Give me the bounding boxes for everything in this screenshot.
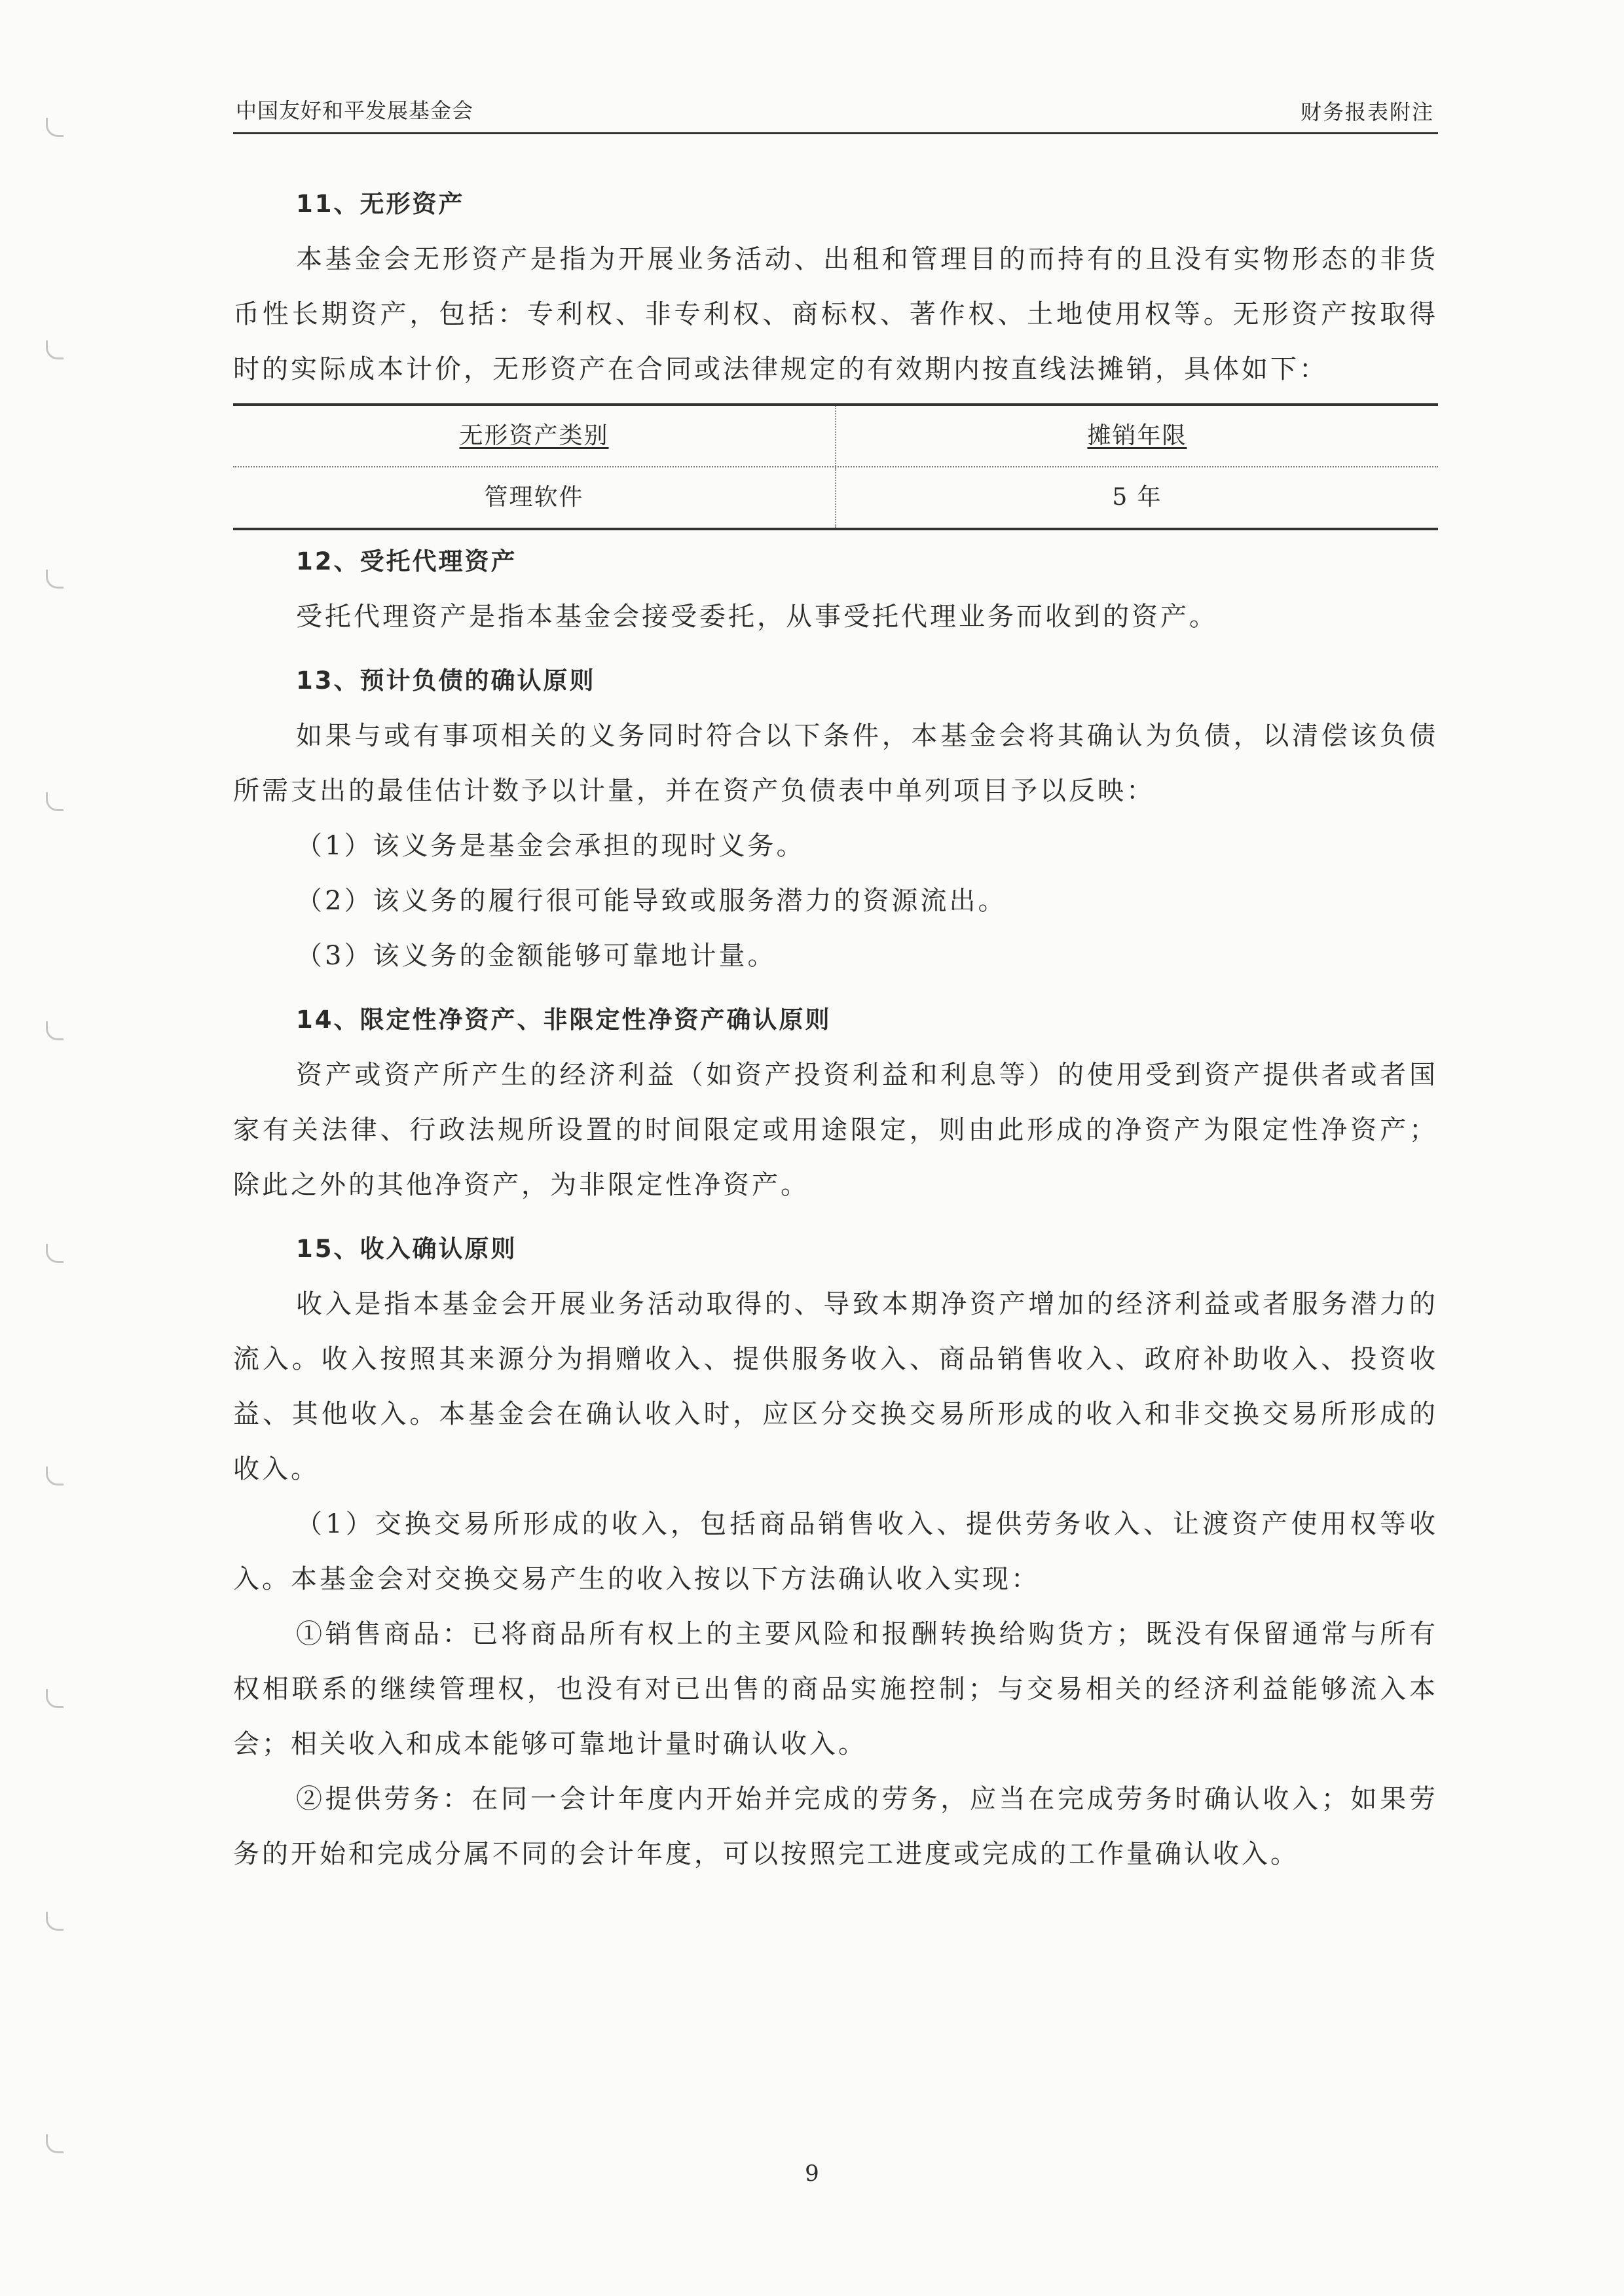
list-item: ②提供劳务：在同一会计年度内开始并完成的劳务，应当在完成劳务时确认收入；如果劳务的开始和完成分属不同的会计年度，可以按照完工进度或完成的工作量确认收入。 <box>233 1784 1438 1869</box>
binding-hole-mark <box>46 340 64 359</box>
section-15-title: 15、收入确认原则 <box>296 1235 517 1263</box>
binding-hole-mark <box>46 1912 64 1931</box>
table-cell: 5 年 <box>1112 484 1162 511</box>
table-header-cell: 摊销年限 <box>1087 422 1187 449</box>
list-item: （2）该义务的履行很可能导致或服务潜力的资源流出。 <box>296 886 1007 916</box>
binding-hole-mark <box>46 1467 64 1485</box>
section-14-title: 14、限定性净资产、非限定性净资产确认原则 <box>296 1006 832 1034</box>
section-15-paragraph: 收入是指本基金会开展业务活动取得的、导致本期净资产增加的经济利益或者服务潜力的流入。收入按照其来源分为捐赠收入、提供服务收入、商品销售收入、政府补助收入、投资收益、其他收入。本基金会在确认收入时，应区分交换交易所形成的收入和非交换交易所形成的收入。 <box>233 1289 1438 1484</box>
section-14-paragraph: 资产或资产所产生的经济利益（如资产投资利益和利息等）的使用受到资产提供者或者国家有关法律、行政法规所设置的时间限定或用途限定，则由此形成的净资产为限定性净资产；除此之外的其他净资产，为非限定性净资产。 <box>233 1060 1438 1200</box>
section-12-title: 12、受托代理资产 <box>296 547 517 575</box>
list-item: （3）该义务的金额能够可靠地计量。 <box>296 941 777 971</box>
section-11-title: 11、无形资产 <box>296 190 465 218</box>
section-11-paragraph: 本基金会无形资产是指为开展业务活动、出租和管理目的而持有的且没有实物形态的非货币性长期资产，包括：专利权、非专利权、商标权、著作权、土地使用权等。无形资产按取得时的实际成本计价，无形资产在合同或法律规定的有效期内按直线法摊销，具体如下： <box>233 244 1438 384</box>
binding-hole-mark <box>46 2134 64 2153</box>
section-13-paragraph: 如果与或有事项相关的义务同时符合以下条件，本基金会将其确认为负债，以清偿该负债所需支出的最佳估计数予以计量，并在资产负债表中单列项目予以反映： <box>233 721 1438 806</box>
list-item: （1）该义务是基金会承担的现时义务。 <box>296 831 805 861</box>
organization-name: 中国友好和平发展基金会 <box>236 98 474 123</box>
page-number: 9 <box>805 2160 819 2187</box>
page-header <box>233 92 1438 134</box>
table-header-cell: 无形资产类别 <box>233 406 836 466</box>
binding-hole-mark <box>46 1021 64 1040</box>
table-row <box>233 467 1438 528</box>
document-body <box>233 177 1438 1882</box>
amortization-table <box>233 403 1438 530</box>
table-cell: 管理软件 <box>233 467 836 528</box>
binding-hole-mark <box>46 570 64 589</box>
list-item: ①销售商品：已将商品所有权上的主要风险和报酬转换给购货方；既没有保留通常与所有权相联系的继续管理权，也没有对已出售的商品实施控制；与交易相关的经济利益能够流入本会；相关收入和成本能够可靠地计量时确认收入。 <box>233 1619 1438 1759</box>
binding-hole-mark <box>46 1689 64 1708</box>
section-12-paragraph: 受托代理资产是指本基金会接受委托，从事受托代理业务而收到的资产。 <box>296 602 1218 632</box>
binding-hole-mark <box>46 1244 64 1263</box>
list-item: （1）交换交易所形成的收入，包括商品销售收入、提供劳务收入、让渡资产使用权等收入。本基金会对交换交易产生的收入按以下方法确认收入实现： <box>233 1509 1438 1594</box>
table-header-row <box>233 406 1438 467</box>
section-13-title: 13、预计负债的确认原则 <box>296 666 596 695</box>
binding-hole-mark <box>46 118 64 137</box>
binding-hole-mark <box>46 792 64 811</box>
section-label: 财务报表附注 <box>1300 100 1434 124</box>
